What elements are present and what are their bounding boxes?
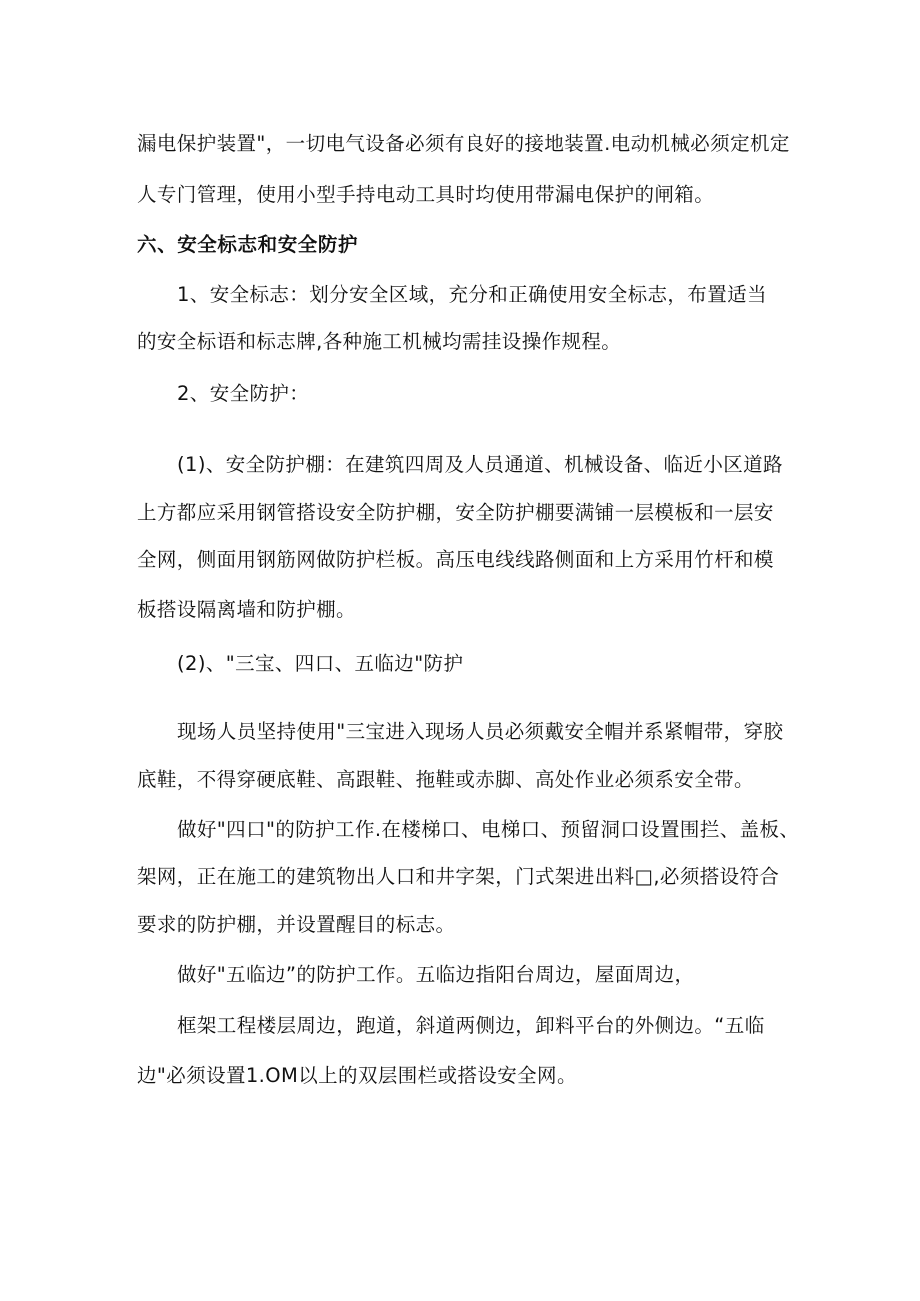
paragraph-line: 做好"五临边”的防护工作。五临边指阳台周边，屋面周边， (177, 963, 695, 986)
subsection-heading: 2、安全防护： (177, 382, 310, 405)
paragraph-line: 现场人员坚持使用"三宝进入现场人员必须戴安全帽并系紧帽带，穿胶 (177, 720, 784, 743)
paragraph-line: 板搭设隔离墙和防护棚。 (137, 598, 356, 621)
paragraph-line: 做好"四口"的防护工作.在楼梯口、电梯口、预留洞口设置围拦、盖板、 (177, 818, 800, 841)
paragraph-line: (1)、安全防护棚：在建筑四周及人员通道、机械设备、临近小区道路 (177, 453, 783, 476)
paragraph-line: 漏电保护装置"，一切电气设备必须有良好的接地装置.电动机械必须定机定 (137, 132, 790, 155)
paragraph-line: 要求的防护棚，并设置醒目的标志。 (137, 913, 456, 936)
subsection-heading: (2)、"三宝、四口、五临边"防护 (177, 652, 464, 675)
paragraph-line: 架网，正在施工的建筑物出人口和井字架，门式架进出料□,必须搭设符合 (137, 865, 780, 888)
paragraph-line: 底鞋，不得穿硬底鞋、高跟鞋、拖鞋或赤脚、高处作业必须系安全带。 (137, 768, 754, 791)
paragraph-line: 人专门管理，使用小型手持电动工具时均使用带漏电保护的闸箱。 (137, 183, 715, 206)
paragraph-line: 边"必须设置1.OM以上的双层围栏或搭设安全网。 (137, 1064, 577, 1087)
paragraph-line: 全网，侧面用钢筋网做防护栏板。高压电线线路侧面和上方采用竹杆和模 (137, 548, 774, 571)
paragraph-line: 的安全标语和标志牌,各种施工机械均需挂设操作规程。 (137, 330, 622, 353)
paragraph-line: 框架工程楼层周边，跑道，斜道两侧边，卸料平台的外侧边。“五临 (177, 1014, 765, 1037)
section-heading: 六、安全标志和安全防护 (137, 233, 359, 256)
paragraph-line: 上方都应采用钢管搭设安全防护棚，安全防护棚要满铺一层模板和一层安 (137, 501, 774, 524)
paragraph-line: 1、安全标志：划分安全区域，充分和正确使用安全标志，布置适当 (177, 283, 767, 306)
